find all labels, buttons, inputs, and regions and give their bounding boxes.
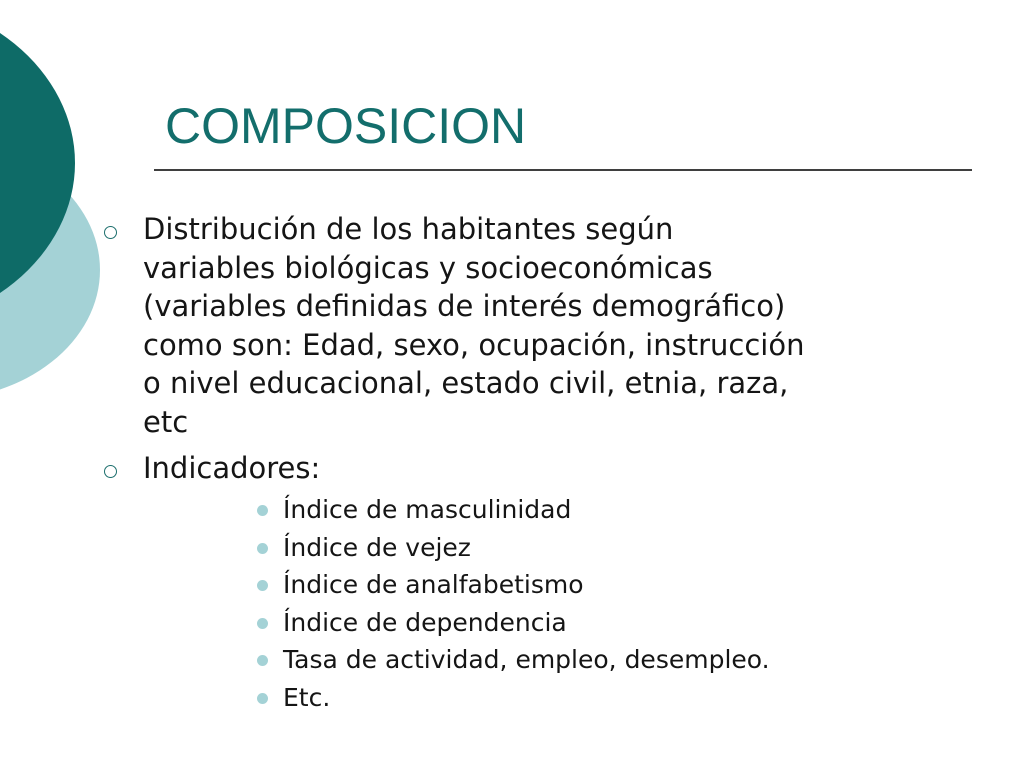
sub-bullet-item xyxy=(283,679,983,717)
sub-bullet-text: Etc. xyxy=(283,682,331,712)
sub-bullet-text: Tasa de actividad, empleo, desempleo. xyxy=(283,645,770,675)
bullet-text: Indicadores: xyxy=(143,451,321,485)
sub-bullet-text: Índice de dependencia xyxy=(283,607,567,637)
sub-bullet-item xyxy=(283,604,983,642)
sub-bullet-item xyxy=(283,566,983,604)
dot-bullet-icon xyxy=(257,655,268,666)
sub-bullet-item xyxy=(283,491,983,529)
sub-bullet-text: Índice de masculinidad xyxy=(283,495,572,524)
bullet-item-indicadores xyxy=(143,449,973,488)
sub-bullet-text: Índice de vejez xyxy=(283,532,471,562)
dot-bullet-icon xyxy=(257,693,268,704)
sub-bullet-item xyxy=(283,529,983,567)
hollow-circle-bullet-icon xyxy=(104,226,117,239)
dot-bullet-icon xyxy=(257,505,268,516)
bullet-text: Distribución de los habitantes según variables biológicas y socioeconómicas (variables definidas de interés demográfico) como son: Edad, sexo, ocupación, instrucción o nivel educacional, estado civil, etnia, raza, etc xyxy=(143,212,805,439)
indicadores-sublist xyxy=(283,491,983,717)
dot-bullet-icon xyxy=(257,618,268,629)
sub-bullet-text: Índice de analfabetismo xyxy=(283,570,584,600)
bullet-item-distribucion xyxy=(143,210,973,441)
hollow-circle-bullet-icon xyxy=(104,465,117,478)
dot-bullet-icon xyxy=(257,543,268,554)
dot-bullet-icon xyxy=(257,580,268,591)
slide-title: COMPOSICION xyxy=(165,98,527,154)
sub-bullet-item xyxy=(283,641,983,679)
